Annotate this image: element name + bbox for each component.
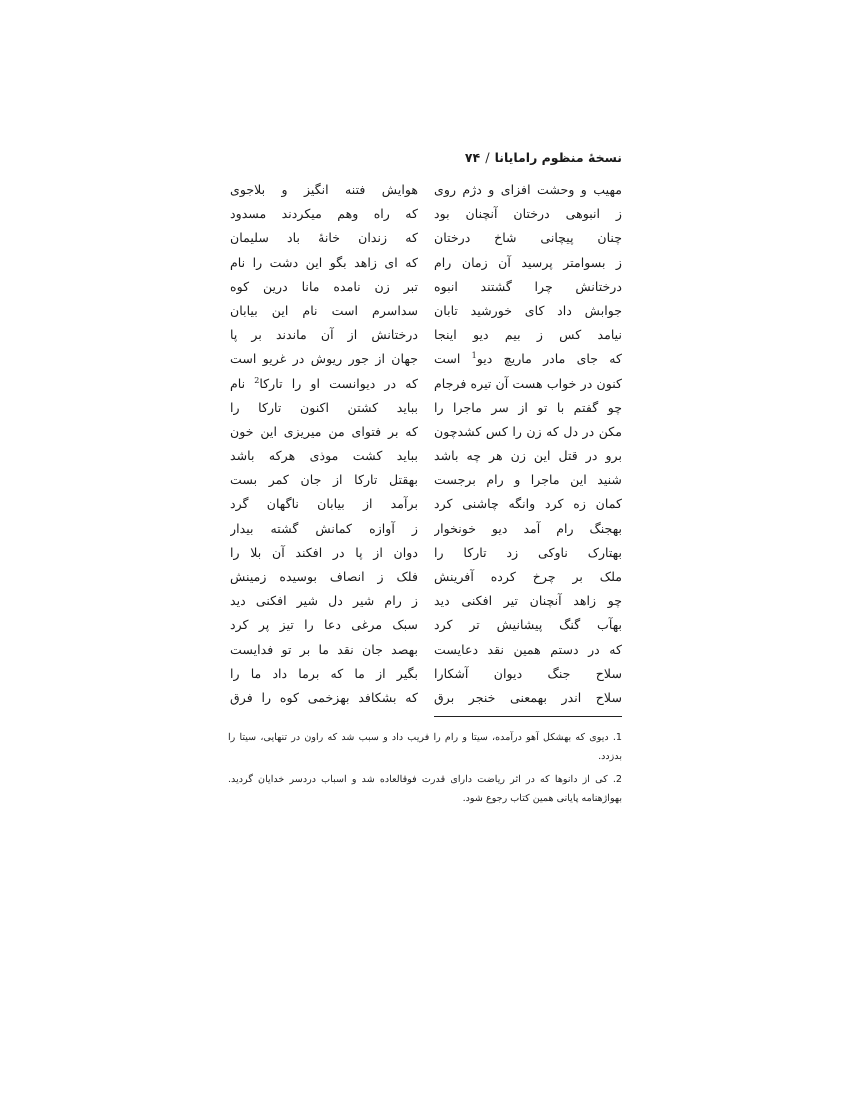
verse-text: هوایش فتنه انگیز و بلاجوی	[230, 182, 418, 197]
verse-text: برآمد از بیابان ناگهان گرد	[230, 496, 418, 512]
verse-text: که در دستم همین نقد دعایست	[434, 641, 622, 657]
verse-line	[434, 589, 622, 613]
verse-line	[230, 492, 418, 516]
verse-line	[434, 492, 622, 516]
verse-text: ز بسوامتر پرسید آن زمان رام	[434, 254, 622, 270]
verse-text: بهصد جان نقد ما بر تو فدایست	[230, 641, 418, 657]
verse-text: که جای مادر ماریچ دیو	[476, 351, 622, 367]
verse-line	[230, 589, 418, 613]
verse-line	[230, 347, 418, 371]
verse-text: چنان پیچانی شاخ درختان	[434, 230, 622, 246]
verse-text: کمان زه کرد وانگه چاشنی کرد	[434, 496, 622, 512]
verse-text: که زندان خانهٔ باد سلیمان	[230, 230, 418, 246]
verse-line	[230, 662, 418, 686]
verse-text: بباید کشتن اکنون تارکا را	[230, 399, 418, 415]
page-number: ۷۴	[464, 150, 481, 165]
verse-text: جوابش داد کای خورشید تابان	[434, 302, 622, 318]
verse-text-tail: نام	[230, 375, 255, 391]
running-header	[228, 150, 622, 170]
verse-line	[230, 541, 418, 565]
verse-line	[434, 638, 622, 662]
verse-line	[434, 686, 622, 710]
verse-line	[230, 468, 418, 492]
verse-line	[230, 178, 418, 202]
verse-text-tail: است	[434, 351, 472, 367]
verse-line	[434, 565, 622, 589]
verse-text: تبر زن نامده مانا درین کوه	[230, 278, 418, 294]
footnote-1	[228, 728, 622, 766]
verse-text: که راه وهم میکردند مسدود	[230, 206, 418, 222]
verse-text: کنون در خواب هست آن تیره فرجام	[434, 375, 622, 391]
verse-text: ز انبوهی درختان آنچنان بود	[434, 206, 622, 222]
footnotes	[228, 728, 622, 812]
verse-line	[230, 517, 418, 541]
verse-text: سلاح جنگ دیوان آشکارا	[434, 665, 622, 681]
header-separator: /	[485, 151, 490, 166]
verse-line	[230, 323, 418, 347]
verse-line	[434, 226, 622, 250]
verse-text: بهآب گنگ پیشانیش تر کرد	[434, 617, 622, 633]
footnote-text: دیوی که بهشکل آهو درآمده، سیتا و رام را فریب داد و سبب شد که راون در تنهایی، سیتا را بدزدد.	[228, 732, 622, 762]
footnote-text: کی از دانوها که در اثر ریاضت دارای قدرت فوقالعاده شد و اسباب دردسر خدایان گردید. بهواژهنامه پایانی همین کتاب رجوع شود.	[228, 774, 622, 804]
verse-text: دوان از پا در افکند آن بلا را	[230, 544, 418, 560]
verse-line	[434, 323, 622, 347]
verse-text: که بر فتوای من میریزی این خون	[230, 423, 418, 439]
verse-text: نیامد کس ز بیم دیو اینجا	[434, 327, 622, 343]
verse-line	[434, 468, 622, 492]
verse-column-left	[230, 178, 418, 710]
verse-line	[434, 372, 622, 396]
verse-line	[230, 686, 418, 710]
footnote-2	[228, 770, 622, 808]
verse-text: سبک مرغی دعا را تیز پر کرد	[230, 617, 418, 633]
verse-line	[434, 444, 622, 468]
verse-line	[230, 613, 418, 637]
verse-line	[434, 178, 622, 202]
verse-text: سلاح اندر بهمعنی خنجر برق	[434, 689, 622, 705]
verse-line	[230, 420, 418, 444]
verse-line	[434, 347, 622, 371]
verse-text: مکن در دل که زن را کس کشدچون	[434, 423, 622, 439]
verse-text: برو در قتل این زن هر چه باشد	[434, 448, 622, 464]
verse-line	[434, 541, 622, 565]
verse-text: سداسرم است نام این بیابان	[230, 302, 418, 318]
verse-text: فلک ز انصاف بوسیده زمینش	[230, 569, 418, 584]
footnote-marker: 2	[254, 375, 260, 385]
verse-line	[230, 275, 418, 299]
verse-column-right	[434, 178, 622, 710]
verse-text: که بشکافد بهزخمی کوه را فرق	[230, 689, 418, 705]
verse-text: درختانش از آن ماندند بر پا	[230, 327, 418, 343]
verse-text: بگیر از ما که برما داد ما را	[230, 665, 418, 681]
verse-line	[434, 299, 622, 323]
verse-line	[230, 226, 418, 250]
verse-text: درختانش چرا گشتند انبوه	[434, 278, 622, 294]
footnote-number: 1.	[612, 732, 622, 743]
verse-text: بهقتل تارکا از جان کمر بست	[230, 472, 418, 488]
verse-text: چو گفتم با تو از سر ماجرا را	[434, 399, 622, 415]
verse-text: چو زاهد آنچنان تیر افکنی دید	[434, 593, 622, 609]
verse-line	[230, 638, 418, 662]
verse-text: شنید این ماجرا و رام برجست	[434, 472, 622, 488]
verse-text: که ای زاهد بگو این دشت را نام	[230, 254, 418, 270]
verse-text: مهیب و وحشت افزای و دژم روی	[434, 182, 622, 197]
footnote-rule	[434, 716, 622, 717]
verse-text: بهجنگ رام آمد دیو خونخوار	[434, 520, 622, 536]
verse-text: ز آوازه کمانش گشته بیدار	[230, 520, 418, 536]
verse-text: که در دیوانست او را تارکا	[259, 375, 418, 391]
verse-line	[434, 396, 622, 420]
book-title: نسخهٔ منظوم رامایانا	[494, 150, 622, 165]
verse-line	[434, 613, 622, 637]
verse-line	[230, 565, 418, 589]
verse-line	[230, 372, 418, 396]
footnote-marker: 1	[471, 351, 477, 361]
verse-line	[230, 251, 418, 275]
verse-line	[434, 517, 622, 541]
verse-line	[434, 251, 622, 275]
verse-text: بهتارک ناوکی زد تارکا را	[434, 544, 622, 560]
verse-line	[434, 202, 622, 226]
verse-text: بباید کشت موذی هرکه باشد	[230, 448, 418, 464]
verse-line	[230, 444, 418, 468]
verse-line	[434, 662, 622, 686]
verse-line	[434, 275, 622, 299]
verse-text: جهان از جور ریوش در غریو است	[230, 351, 418, 367]
verse-line	[230, 396, 418, 420]
verse-text: ز رام شیر دل شیر افکنی دید	[230, 593, 418, 609]
verse-line	[434, 420, 622, 444]
verse-line	[230, 202, 418, 226]
verse-text: ملک بر چرخ کرده آفرینش	[434, 569, 622, 584]
verse-line	[230, 299, 418, 323]
footnote-number: 2.	[612, 774, 622, 785]
